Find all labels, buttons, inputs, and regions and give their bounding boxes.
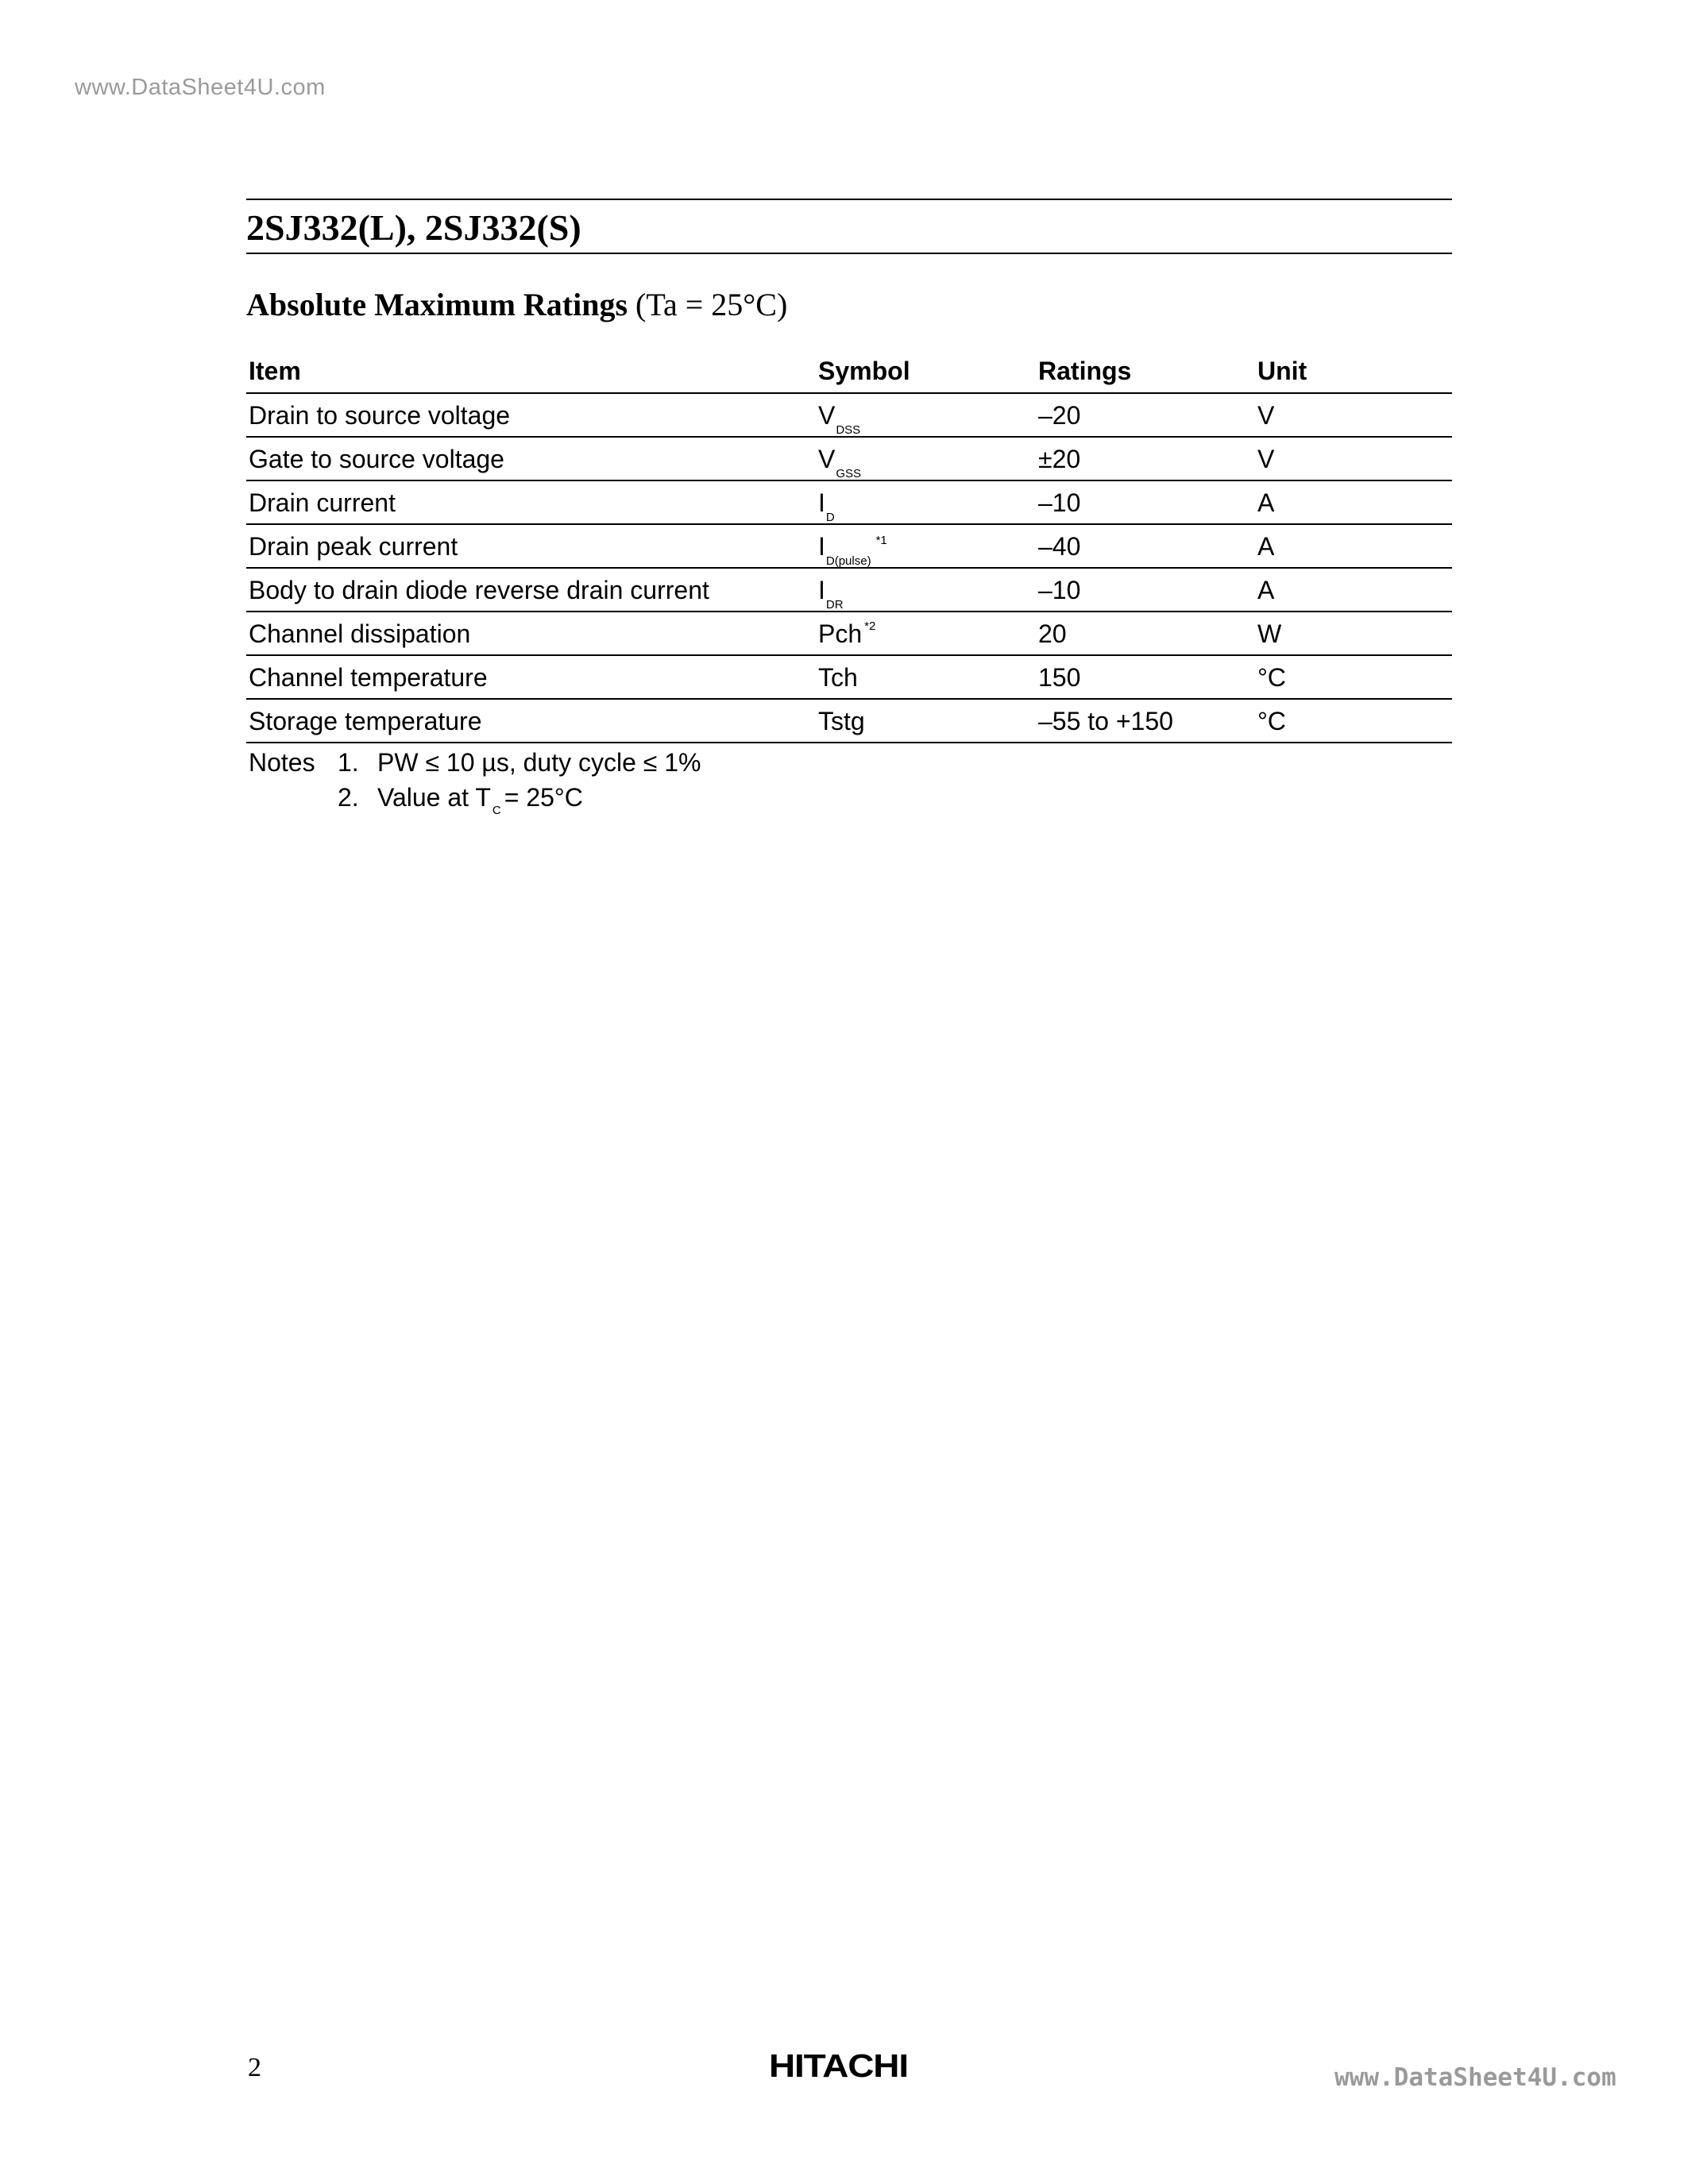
row-unit: V [1257, 445, 1275, 473]
row-ratings: –10 [1038, 576, 1081, 604]
row-unit: A [1257, 532, 1275, 561]
section-title [246, 284, 787, 326]
row-unit: V [1257, 401, 1275, 430]
table-row [246, 438, 1452, 481]
note-number: 2. [338, 783, 359, 812]
row-ratings: –40 [1038, 532, 1081, 561]
table-row [246, 656, 1452, 700]
row-item: Gate to source voltage [249, 445, 504, 473]
row-symbol: $V_{DSS}$ [818, 401, 861, 437]
row-item: Channel temperature [249, 663, 488, 692]
table-row [246, 394, 1452, 438]
row-unit: °C [1257, 663, 1286, 692]
section-title-text: Absolute Maximum Ratings [246, 287, 628, 322]
table-header-row [246, 349, 1452, 394]
table-row [246, 481, 1452, 525]
row-item: Storage temperature [249, 707, 482, 735]
top-rule [246, 199, 1452, 200]
watermark-bottom[interactable]: www.DataSheet4U.com [1335, 2063, 1617, 2092]
footnote-marker: *1 [875, 534, 887, 547]
row-item: Drain to source voltage [249, 401, 511, 430]
row-symbol: Tstg [818, 707, 865, 735]
row-item: Drain peak current [249, 532, 458, 561]
watermark-top[interactable]: www.DataSheet4U.com [75, 75, 326, 100]
row-ratings: –10 [1038, 488, 1081, 517]
row-symbol: Pch $^{*2}$ [818, 619, 876, 648]
ratings-table [246, 349, 1452, 743]
notes-label: Notes [249, 748, 315, 777]
note-number: 1. [338, 748, 359, 777]
row-symbol: Tch [818, 663, 858, 692]
row-item: Drain current [249, 488, 396, 517]
section-condition: (Ta = 25°C) [635, 287, 788, 322]
table-row [246, 525, 1452, 569]
row-ratings: 20 [1038, 619, 1067, 648]
row-item: Body to drain diode reverse drain current [249, 576, 709, 604]
row-ratings: 150 [1038, 663, 1081, 692]
note-text: Value at T $_C$ = 25°C [377, 783, 583, 817]
document-title: 2SJ332(L), 2SJ332(S) [246, 207, 581, 248]
header-symbol: Symbol [818, 357, 910, 385]
header-ratings: Ratings [1038, 357, 1132, 385]
row-unit: W [1257, 619, 1282, 648]
row-item: Channel dissipation [249, 619, 471, 648]
row-ratings: –55 to +150 [1038, 707, 1173, 735]
row-symbol: $V_{GSS}$ [818, 445, 862, 480]
row-unit: A [1257, 488, 1275, 517]
note-text: PW ≤ 10 µs, duty cycle ≤ 1% [377, 748, 701, 777]
header-item: Item [249, 357, 301, 385]
row-unit: A [1257, 576, 1275, 604]
row-symbol: $I_D$ [818, 488, 835, 524]
row-symbol: $I_{DR}$ [818, 576, 844, 612]
row-symbol: $I_{D(pulse)}^{*1}$ [818, 532, 887, 568]
footnote-marker: *2 [864, 619, 876, 633]
row-ratings: –20 [1038, 401, 1081, 430]
page-number: 2 [248, 2053, 261, 2082]
title-underline [246, 253, 1452, 254]
header-unit: Unit [1257, 357, 1308, 385]
table-row [246, 569, 1452, 612]
row-ratings: ±20 [1038, 445, 1081, 473]
table-row [246, 612, 1452, 656]
row-unit: °C [1257, 707, 1286, 735]
table-row [246, 700, 1452, 743]
hitachi-logo: HITACHI [769, 2047, 908, 2084]
